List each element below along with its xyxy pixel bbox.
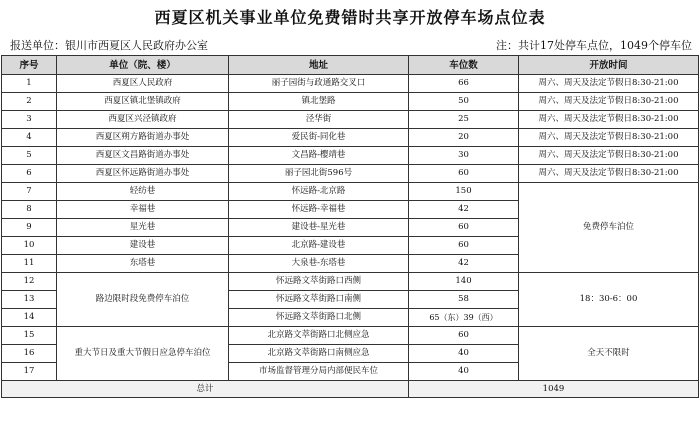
table-row	[2, 129, 699, 147]
cell-seq: 12	[2, 273, 57, 291]
table-row	[2, 327, 699, 345]
cell-spaces: 42	[409, 255, 519, 273]
cell-seq: 11	[2, 255, 57, 273]
cell-spaces: 30	[409, 147, 519, 165]
cell-spaces: 150	[409, 183, 519, 201]
cell-spaces: 58	[409, 291, 519, 309]
cell-unit: 西夏区人民政府	[57, 75, 229, 93]
header-address: 地址	[229, 56, 409, 75]
summary-note: 注：共计17处停车点位，1049个停车位	[496, 39, 692, 52]
cell-unit: 西夏区朔方路街道办事处	[57, 129, 229, 147]
table-row	[2, 111, 699, 129]
cell-hours: 周六、周天及法定节假日8:30-21:00	[519, 129, 699, 147]
cell-seq: 15	[2, 327, 57, 345]
cell-address: 大泉巷-东塔巷	[229, 255, 409, 273]
table-row	[2, 93, 699, 111]
cell-spaces: 60	[409, 237, 519, 255]
spaces-east: 65（东）	[429, 313, 464, 322]
cell-seq: 10	[2, 237, 57, 255]
total-label: 总计	[2, 381, 409, 398]
cell-spaces: 40	[409, 363, 519, 381]
cell-unit-roadside: 路边限时段免费停车泊位	[57, 273, 229, 327]
header-unit: 单位（院、楼）	[57, 56, 229, 75]
cell-seq: 4	[2, 129, 57, 147]
cell-address: 怀远路-北京路	[229, 183, 409, 201]
reporting-unit: 报送单位：银川市西夏区人民政府办公室	[10, 39, 208, 52]
cell-hours-all-day: 全天不限时	[519, 327, 699, 381]
cell-address: 怀远路文萃街路口南侧	[229, 291, 409, 309]
cell-address: 泾华街	[229, 111, 409, 129]
cell-address: 怀远路文萃街路口西侧	[229, 273, 409, 291]
cell-spaces-split	[409, 309, 519, 327]
cell-unit: 东塔巷	[57, 255, 229, 273]
cell-seq: 3	[2, 111, 57, 129]
cell-unit: 轻纺巷	[57, 183, 229, 201]
cell-unit-emergency: 重大节日及重大节假日应急停车泊位	[57, 327, 229, 381]
table-row	[2, 165, 699, 183]
table-header-row	[2, 56, 699, 75]
table-row	[2, 273, 699, 291]
total-spaces: 1049	[409, 381, 699, 398]
cell-seq: 7	[2, 183, 57, 201]
spaces-west: 39（西）	[463, 313, 498, 322]
cell-unit: 西夏区怀远路街道办事处	[57, 165, 229, 183]
cell-address: 丽子园街与政通路交叉口	[229, 75, 409, 93]
cell-seq: 16	[2, 345, 57, 363]
cell-seq: 5	[2, 147, 57, 165]
cell-seq: 6	[2, 165, 57, 183]
cell-address: 北京路-建设巷	[229, 237, 409, 255]
cell-spaces: 40	[409, 345, 519, 363]
cell-hours-roadside: 18：30-6：00	[519, 273, 699, 327]
cell-address: 文昌路-樱靖巷	[229, 147, 409, 165]
cell-address: 怀远路文萃街路口北侧	[229, 309, 409, 327]
table-row	[2, 147, 699, 165]
cell-address: 怀远路-幸福巷	[229, 201, 409, 219]
cell-hours: 周六、周天及法定节假日8:30-21:00	[519, 111, 699, 129]
cell-spaces: 60	[409, 219, 519, 237]
parking-table	[1, 55, 699, 398]
cell-unit: 星光巷	[57, 219, 229, 237]
cell-seq: 2	[2, 93, 57, 111]
cell-seq: 14	[2, 309, 57, 327]
cell-spaces: 140	[409, 273, 519, 291]
header-hours: 开放时间	[519, 56, 699, 75]
header-spaces: 车位数	[409, 56, 519, 75]
cell-address: 北京路文萃街路口南侧应急	[229, 345, 409, 363]
cell-hours: 周六、周天及法定节假日8:30-21:00	[519, 165, 699, 183]
cell-unit: 建设巷	[57, 237, 229, 255]
cell-seq: 17	[2, 363, 57, 381]
cell-spaces: 60	[409, 165, 519, 183]
header-seq: 序号	[2, 56, 57, 75]
cell-address: 市场监督管理分局内部便民车位	[229, 363, 409, 381]
document-title: 西夏区机关事业单位免费错时共享开放停车场点位表	[154, 8, 546, 27]
cell-spaces: 50	[409, 93, 519, 111]
cell-unit: 西夏区镇北堡镇政府	[57, 93, 229, 111]
cell-unit: 西夏区文昌路街道办事处	[57, 147, 229, 165]
table-row	[2, 75, 699, 93]
table-total-row	[2, 381, 699, 398]
cell-seq: 9	[2, 219, 57, 237]
cell-spaces: 60	[409, 327, 519, 345]
cell-seq: 8	[2, 201, 57, 219]
cell-address: 丽子园北街596号	[229, 165, 409, 183]
cell-hours: 周六、周天及法定节假日8:30-21:00	[519, 147, 699, 165]
document-subheader	[0, 35, 700, 55]
cell-address: 建设巷-星光巷	[229, 219, 409, 237]
table-row	[2, 183, 699, 201]
cell-address: 北京路文萃街路口北侧应急	[229, 327, 409, 345]
cell-unit: 西夏区兴泾镇政府	[57, 111, 229, 129]
cell-spaces: 20	[409, 129, 519, 147]
cell-spaces: 25	[409, 111, 519, 129]
cell-address: 镇北堡路	[229, 93, 409, 111]
cell-seq: 13	[2, 291, 57, 309]
cell-unit: 幸福巷	[57, 201, 229, 219]
cell-hours: 周六、周天及法定节假日8:30-21:00	[519, 93, 699, 111]
cell-seq: 1	[2, 75, 57, 93]
cell-spaces: 66	[409, 75, 519, 93]
cell-spaces: 42	[409, 201, 519, 219]
cell-hours: 周六、周天及法定节假日8:30-21:00	[519, 75, 699, 93]
cell-address: 爱民街-同化巷	[229, 129, 409, 147]
cell-hours-free-parking: 免费停车泊位	[519, 183, 699, 273]
